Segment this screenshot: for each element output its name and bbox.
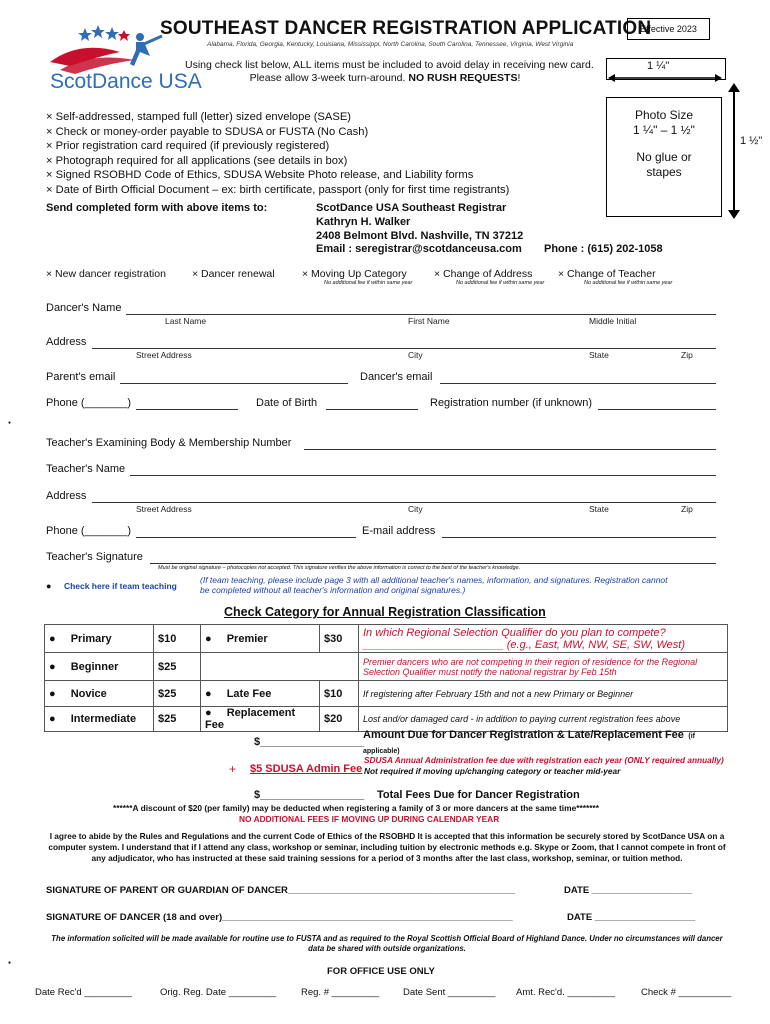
teacher-address-label: Address <box>46 490 87 502</box>
teacher-phone-label: Phone (_______) <box>46 525 132 537</box>
premier-option[interactable]: ● Premier <box>201 625 320 653</box>
parent-email-label: Parent's email <box>46 371 116 383</box>
zip-label: Zip <box>681 350 693 360</box>
teacher-name-label: Teacher's Name <box>46 463 126 475</box>
teacher-address-field[interactable] <box>92 502 716 503</box>
teacher-signature-field[interactable] <box>150 563 716 564</box>
margin-dot: ● <box>8 420 12 426</box>
margin-dot: ● <box>8 960 12 966</box>
photo-height-label: 1 ½" <box>740 135 763 147</box>
dancer-phone-field[interactable] <box>136 409 238 410</box>
street-label: Street Address <box>136 350 192 360</box>
registrar-phone: Phone : (615) 202-1058 <box>544 243 663 255</box>
state-label: State <box>589 350 609 360</box>
width-arrow-icon <box>608 74 722 82</box>
checklist-item: × Signed RSOBHD Code of Ethics, SDUSA Website Photo release, and Liability forms <box>46 169 474 182</box>
privacy-note: The information solicited will be made available for routine use to FUSTA and as required to the Royal Scottish Official Board of Highland Dance. Under no circumstances will dancer data be shared with outside organizations. <box>51 934 723 953</box>
premier-note: Premier dancers who are not competing in their region of residence for the Regional Selection Qualifier must notify the national registrar by Feb 15th <box>359 653 728 681</box>
first-name-label: First Name <box>408 316 450 326</box>
street-label: Street Address <box>136 504 192 514</box>
zip-label: Zip <box>681 504 693 514</box>
teacher-body-label: Teacher's Examining Body & Membership Number <box>46 437 292 449</box>
parent-signature[interactable]: SIGNATURE OF PARENT OR GUARDIAN OF DANCER___________________________________________ <box>46 885 516 896</box>
registrar-org: ScotDance USA Southeast Registrar <box>316 202 507 214</box>
dob-label: Date of Birth <box>256 397 318 409</box>
office-orig-reg-date[interactable]: Orig. Reg. Date _________ <box>160 987 277 998</box>
page-title: SOUTHEAST DANCER REGISTRATION APPLICATION <box>160 18 652 39</box>
admin-fee-note: SDUSA Annual Administration fee due with registration each year (ONLY required annually) Not required if moving up/changing category or teacher mid-year <box>364 755 724 776</box>
logo <box>40 22 202 94</box>
registrar-name: Kathryn H. Walker <box>316 216 411 228</box>
category-table <box>44 624 728 732</box>
office-check-number[interactable]: Check # __________ <box>641 987 732 998</box>
logo-text: ScotDance USA <box>50 70 202 93</box>
category-title: Check Category for Annual Registration Classification <box>224 605 546 619</box>
type-moving-up[interactable]: × Moving Up Category No additional fee if within same year <box>302 268 413 286</box>
city-label: City <box>408 504 423 514</box>
photo-note: No glue or <box>636 150 692 164</box>
office-date-sent[interactable]: Date Sent _________ <box>403 987 496 998</box>
replacement-fee-option[interactable]: ● Replacement Fee <box>201 707 320 732</box>
photo-width-label: 1 ¼" <box>647 60 670 72</box>
office-title: FOR OFFICE USE ONLY <box>327 966 435 977</box>
amount-due-field[interactable]: $_________________ <box>254 736 365 748</box>
total-fees-field[interactable]: $_________________ <box>254 789 365 801</box>
replacement-fee-amount: $20 <box>320 707 359 732</box>
plus-sign: + <box>229 762 237 776</box>
type-change-address[interactable]: × Change of Address No additional fee if within same year <box>434 268 545 286</box>
states-list: Alabama, Florida, Georgia, Kentucky, Louisiana, Mississippi, North Carolina, South Carolina, Tennessee, Virginia, West Virginia <box>207 41 574 48</box>
type-renewal[interactable]: × Dancer renewal <box>192 268 275 280</box>
qualifier-cell[interactable]: In which Regional Selection Qualifier do you plan to compete? _______________________ (e.g., East, MW, NW, SE, SW, West) <box>359 625 728 653</box>
dancer-name-field[interactable] <box>126 314 716 315</box>
teacher-signature-label: Teacher's Signature <box>46 551 143 563</box>
agreement-text: I agree to abide by the Rules and Regulations and the current Code of Ethics of the RSOBHD It is accepted that this information be securely stored by ScotDance USA on a computer system. I understand that if I attend any class, workshop or seminar, including tuition by electronic methods e.g. Skype or Zoom, that I cannot compete in front of any adjudicator, who has instructed at these said training sessions for a period of 3 months after the last class, workshop, seminar, or tuition method. <box>48 831 726 863</box>
regnum-label: Registration number (if unknown) <box>430 397 593 409</box>
total-fees-label: Total Fees Due for Dancer Registration <box>377 789 580 801</box>
office-date-recd[interactable]: Date Rec'd _________ <box>35 987 132 998</box>
novice-option[interactable]: ● Novice <box>45 681 154 707</box>
last-name-label: Last Name <box>165 316 207 326</box>
checklist-item: × Prior registration card required (if previously registered) <box>46 140 330 153</box>
late-fee-amount: $10 <box>320 681 359 707</box>
notice-line2: Please allow 3-week turn-around. NO RUSH REQUESTS! <box>249 72 521 84</box>
no-fees-note: NO ADDITIONAL FEES IF MOVING UP DURING CALENDAR YEAR <box>239 814 500 824</box>
checklist-item: × Self-addressed, stamped full (letter) sized envelope (SASE) <box>46 111 352 123</box>
photo-note: stapes <box>646 165 682 179</box>
beginner-option[interactable]: ● Beginner <box>45 653 154 681</box>
office-amt-recd[interactable]: Amt. Rec'd. _________ <box>516 987 615 998</box>
amount-due-label: Amount Due for Dancer Registration & Late/Replacement Fee (if applicable) <box>363 729 695 755</box>
team-teaching-checkbox[interactable]: ● Check here if team teaching <box>46 581 177 591</box>
teacher-email-field[interactable] <box>442 537 716 538</box>
photo-size-value: 1 ¼" – 1 ½" <box>633 123 695 137</box>
signature-note: Must be original signature – photocopies not accepted. This signature verifies the above information is correct to the best of the teacher's knowledge. <box>158 565 521 571</box>
checklist-item: × Date of Birth Official Document – ex: birth certificate, passport (only for first time registrants) <box>46 183 510 196</box>
dancer-signature-date[interactable]: DATE ___________________ <box>567 912 696 923</box>
photo-size-title: Photo Size <box>634 108 694 122</box>
team-teaching-note: (If team teaching, please include page 3 with all additional teacher's names, information, and signatures. Registration cannot be completed without all teacher's information and original signatures.) <box>200 575 668 595</box>
dancer-signature[interactable]: SIGNATURE OF DANCER (18 and over)_______________________________________________________ <box>46 912 513 923</box>
dob-field[interactable] <box>326 409 418 410</box>
late-note: If registering after February 15th and not a new Primary or Beginner <box>359 681 728 707</box>
beginner-fee: $25 <box>154 653 201 681</box>
dancer-address-field[interactable] <box>92 348 716 349</box>
parent-email-field[interactable] <box>120 383 348 384</box>
dancer-address-label: Address <box>46 336 87 348</box>
teacher-email-label: E-mail address <box>362 525 436 537</box>
premier-fee: $30 <box>320 625 359 653</box>
type-new[interactable]: × New dancer registration <box>46 268 166 280</box>
checklist <box>46 110 509 198</box>
notice-line1: Using check list below, ALL items must be included to avoid delay in receiving new card. <box>185 59 594 71</box>
dancer-name-label: Dancer's Name <box>46 302 122 314</box>
teacher-phone-field[interactable] <box>136 537 356 538</box>
intermediate-option[interactable]: ● Intermediate <box>45 707 154 732</box>
late-fee-option[interactable]: ● Late Fee <box>201 681 320 707</box>
teacher-body-field[interactable] <box>304 449 716 450</box>
intermediate-fee: $25 <box>154 707 201 732</box>
teacher-name-field[interactable] <box>130 475 716 476</box>
dancer-email-label: Dancer's email <box>360 371 433 383</box>
registrar-address: 2408 Belmont Blvd. Nashville, TN 37212 <box>316 230 524 242</box>
dancer-phone-label: Phone (_______) <box>46 397 132 409</box>
checklist-item: × Photograph required for all applications (see details in box) <box>46 154 348 167</box>
replacement-note: Lost and/or damaged card - in addition to paying current registration fees above <box>359 707 728 732</box>
novice-fee: $25 <box>154 681 201 707</box>
checklist-item: × Check or money-order payable to SDUSA or FUSTA (No Cash) <box>46 125 369 138</box>
parent-signature-date[interactable]: DATE ___________________ <box>564 885 693 896</box>
discount-note: ******A discount of $20 (per family) may be deducted when registering a family of 3 or more dancers at the same time******* <box>113 803 600 813</box>
height-arrow-icon <box>728 83 740 219</box>
state-label: State <box>589 504 609 514</box>
middle-initial-label: Middle Initial <box>589 316 637 326</box>
photo-box[interactable] <box>606 97 722 217</box>
primary-option[interactable]: ● Primary <box>45 625 154 653</box>
regnum-field[interactable] <box>598 409 716 410</box>
city-label: City <box>408 350 423 360</box>
primary-fee: $10 <box>154 625 201 653</box>
notice <box>185 59 594 85</box>
dancer-email-field[interactable] <box>440 383 716 384</box>
effective-badge: Effective 2023 <box>627 18 710 40</box>
send-label: Send completed form with above items to: <box>46 202 268 214</box>
admin-fee-label[interactable]: $5 SDUSA Admin Fee <box>250 763 363 775</box>
office-reg-number[interactable]: Reg. # _________ <box>301 987 380 998</box>
registrar-email: Email : seregistrar@scotdanceusa.com <box>316 243 522 255</box>
type-change-teacher[interactable]: × Change of Teacher No additional fee if within same year <box>558 268 673 286</box>
